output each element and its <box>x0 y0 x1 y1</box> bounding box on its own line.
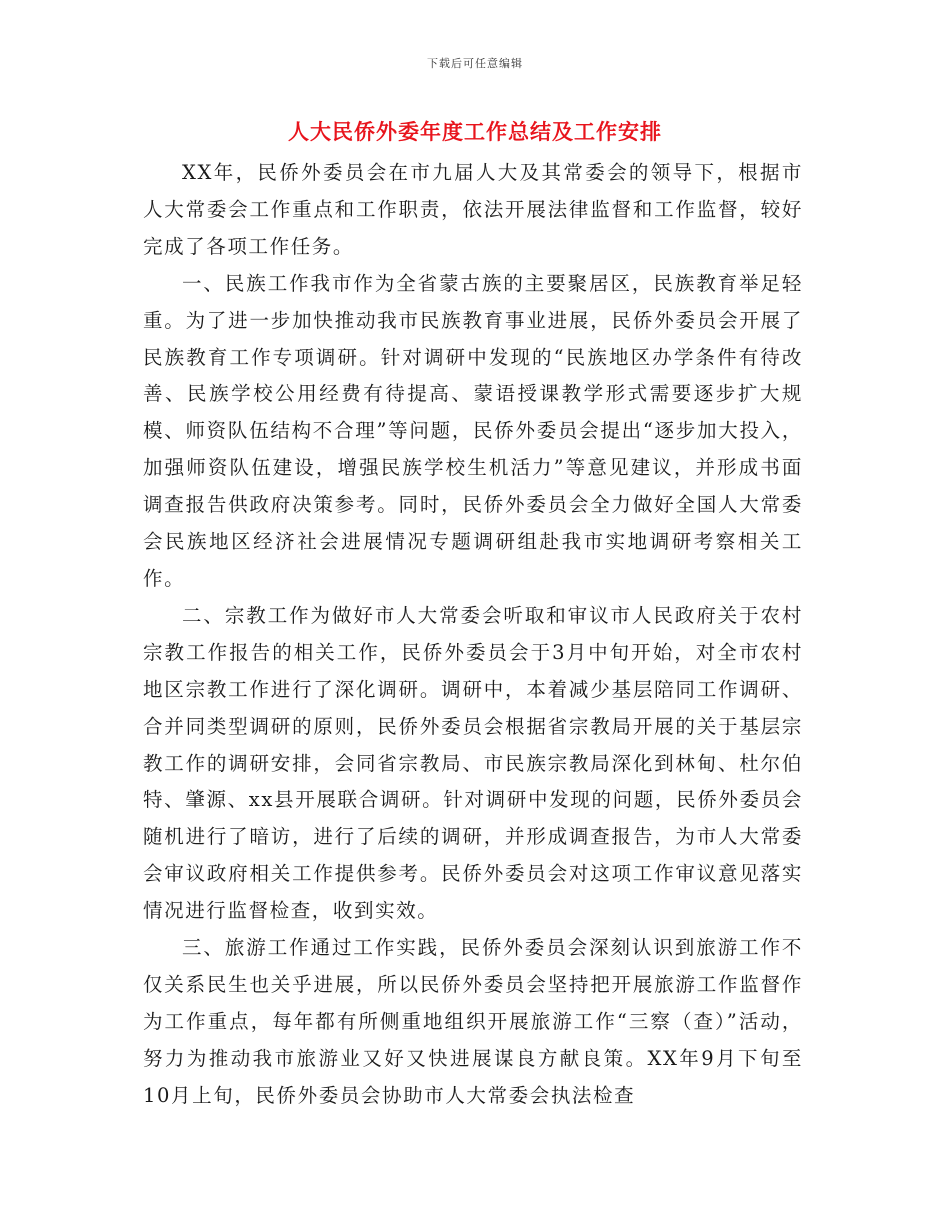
paragraph-tourism-work: 三、旅游工作通过工作实践，民侨外委员会深刻认识到旅游工作不仅关系民生也关乎进展，所以民侨外委员会坚持把开展旅游工作监督作为工作重点，每年都有所侧重地组织开展旅游工作“三察（查）”活动，努力为推动我市旅游业又好又快进展谋良方献良策。XX年9月下旬至10月上旬，民侨外委员会协助市人大常委会执法检查 <box>143 936 803 1107</box>
page-header-note: 下载后可任意编辑 <box>427 57 523 70</box>
paragraph-ethnic-work: 一、民族工作我市作为全省蒙古族的主要聚居区，民族教育举足轻重。为了进一步加快推动我市民族教育事业进展，民侨外委员会开展了民族教育工作专项调研。针对调研中发现的“民族地区办学条件有待改善、民族学校公用经费有待提高、蒙语授课教学形式需要逐步扩大规模、师资队伍结构不合理”等问题，民侨外委员会提出“逐步加大投入，加强师资队伍建设，增强民族学校生机活力”等意见建议，并形成书面调查报告供政府决策参考。同时，民侨外委员会全力做好全国人大常委会民族地区经济社会进展情况专题调研组赴我市实地调研考察相关工作。 <box>143 271 803 590</box>
paragraph-intro: XX年，民侨外委员会在市九届人大及其常委会的领导下，根据市人大常委会工作重点和工作职责，依法开展法律监督和工作监督，较好完成了各项工作任务。 <box>143 161 803 258</box>
document-body <box>143 155 803 1115</box>
paragraph-religious-work: 二、宗教工作为做好市人大常委会听取和审议市人民政府关于农村宗教工作报告的相关工作，民侨外委员会于3月中旬开始，对全市农村地区宗教工作进行了深化调研。调研中，本着减少基层陪同工作调研、合并同类型调研的原则，民侨外委员会根据省宗教局开展的关于基层宗教工作的调研安排，会同省宗教局、市民族宗教局深化到林甸、杜尔伯特、肇源、xx县开展联合调研。针对调研中发现的问题，民侨外委员会随机进行了暗访，进行了后续的调研，并形成调查报告，为市人大常委会审议政府相关工作提供参考。民侨外委员会对这项工作审议意见落实情况进行监督检查，收到实效。 <box>143 603 803 923</box>
document-title: 人大民侨外委年度工作总结及工作安排 <box>288 119 662 144</box>
